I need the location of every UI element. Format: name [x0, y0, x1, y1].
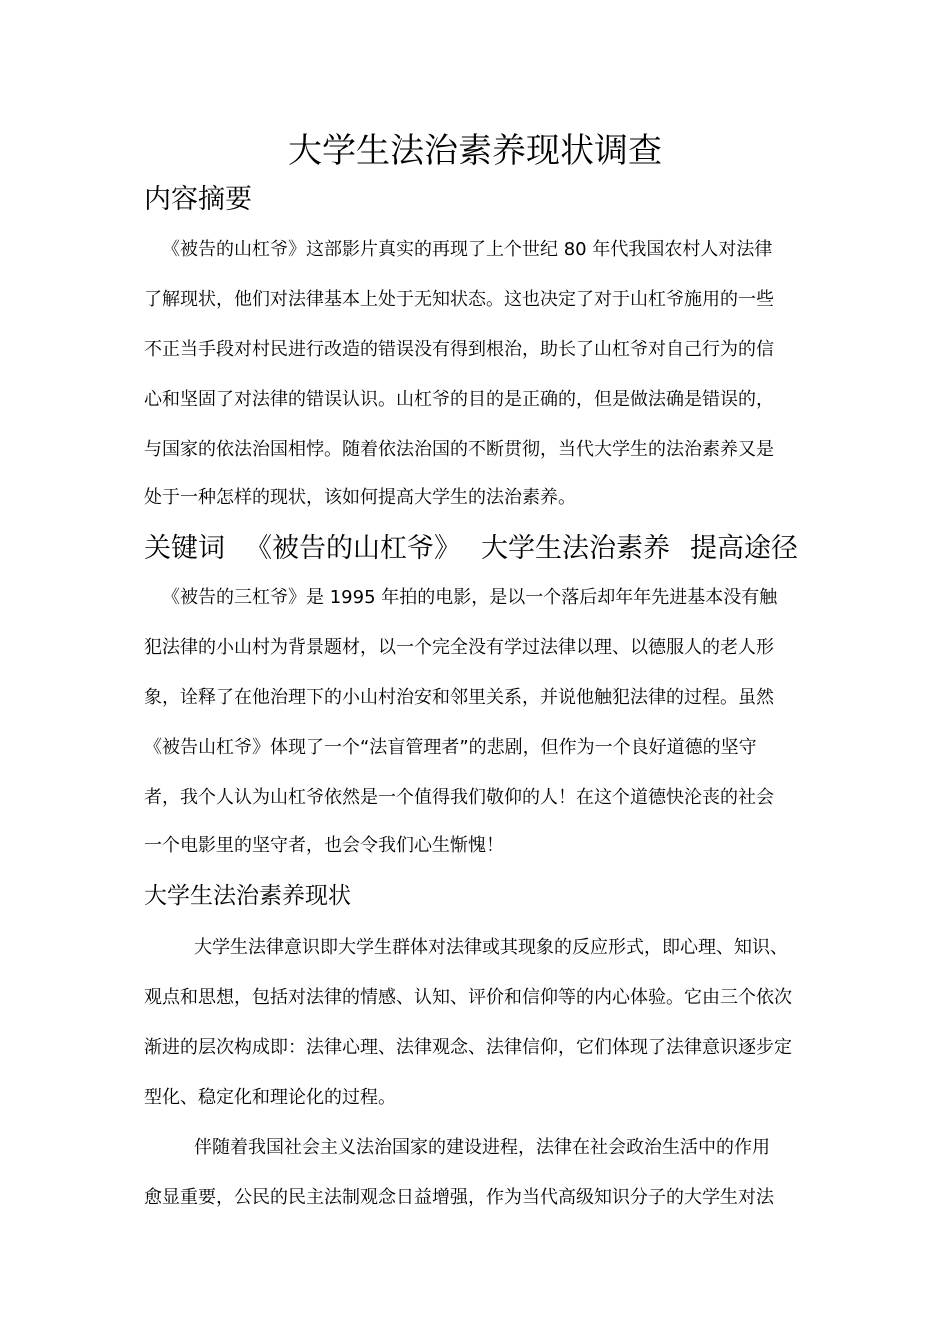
intro-line: 犯法律的小山村为背景题材，以一个完全没有学过法律以理、以德服人的老人形: [144, 637, 774, 658]
abstract-heading: 内容摘要: [144, 184, 252, 215]
abstract-line: 不正当手段对村民进行改造的错误没有得到根治，助长了山杠爷对自己行为的信: [144, 339, 774, 360]
status-line: 愈显重要，公民的民主法制观念日益增强，作为当代高级知识分子的大学生对法: [144, 1187, 774, 1208]
keyword: 提高途径: [690, 533, 798, 564]
status-line: 大学生法律意识即大学生群体对法律或其现象的反应形式，即心理、知识、: [194, 937, 788, 958]
intro-line: 《被告的三杠爷》是 1995 年拍的电影，是以一个落后却年年先进基本没有触: [162, 587, 778, 608]
keywords-label: 关键词: [144, 533, 225, 564]
status-line: 型化、稳定化和理论化的过程。: [144, 1087, 396, 1108]
intro-line: 者，我个人认为山杠爷依然是一个值得我们敬仰的人！在这个道德快沦丧的社会: [144, 787, 774, 808]
intro-line: 一个电影里的坚守者，也会令我们心生惭愧！: [144, 835, 504, 856]
intro-line: 象，诠释了在他治理下的小山村治安和邻里关系，并说他触犯法律的过程。虽然: [144, 687, 774, 708]
status-line: 观点和思想，包括对法律的情感、认知、评价和信仰等的内心体验。它由三个依次: [144, 987, 792, 1008]
keywords-line: [144, 531, 818, 567]
abstract-line: 《被告的山杠爷》这部影片真实的再现了上个世纪 80 年代我国农村人对法律: [162, 239, 773, 260]
abstract-line: 处于一种怎样的现状，该如何提高大学生的法治素养。: [144, 487, 576, 508]
keyword: 大学生法治素养: [481, 533, 670, 564]
abstract-line: 心和坚固了对法律的错误认识。山杠爷的目的是正确的，但是做法确是错误的，: [144, 389, 774, 410]
status-line: 伴随着我国社会主义法治国家的建设进程，法律在社会政治生活中的作用: [194, 1137, 770, 1158]
status-line: 渐进的层次构成即：法律心理、法律观念、法律信仰，它们体现了法律意识逐步定: [144, 1037, 792, 1058]
intro-line: 《被告山杠爷》体现了一个“法盲管理者”的悲剧，但作为一个良好道德的坚守: [144, 737, 757, 758]
keyword: 《被告的山杠爷》: [245, 533, 461, 564]
abstract-line: 与国家的依法治国相悖。随着依法治国的不断贯彻，当代大学生的法治素养又是: [144, 439, 774, 460]
document-title: 大学生法治素养现状调查: [288, 131, 662, 171]
status-heading: 大学生法治素养现状: [144, 883, 351, 909]
abstract-line: 了解现状，他们对法律基本上处于无知状态。这也决定了对于山杠爷施用的一些: [144, 289, 774, 310]
